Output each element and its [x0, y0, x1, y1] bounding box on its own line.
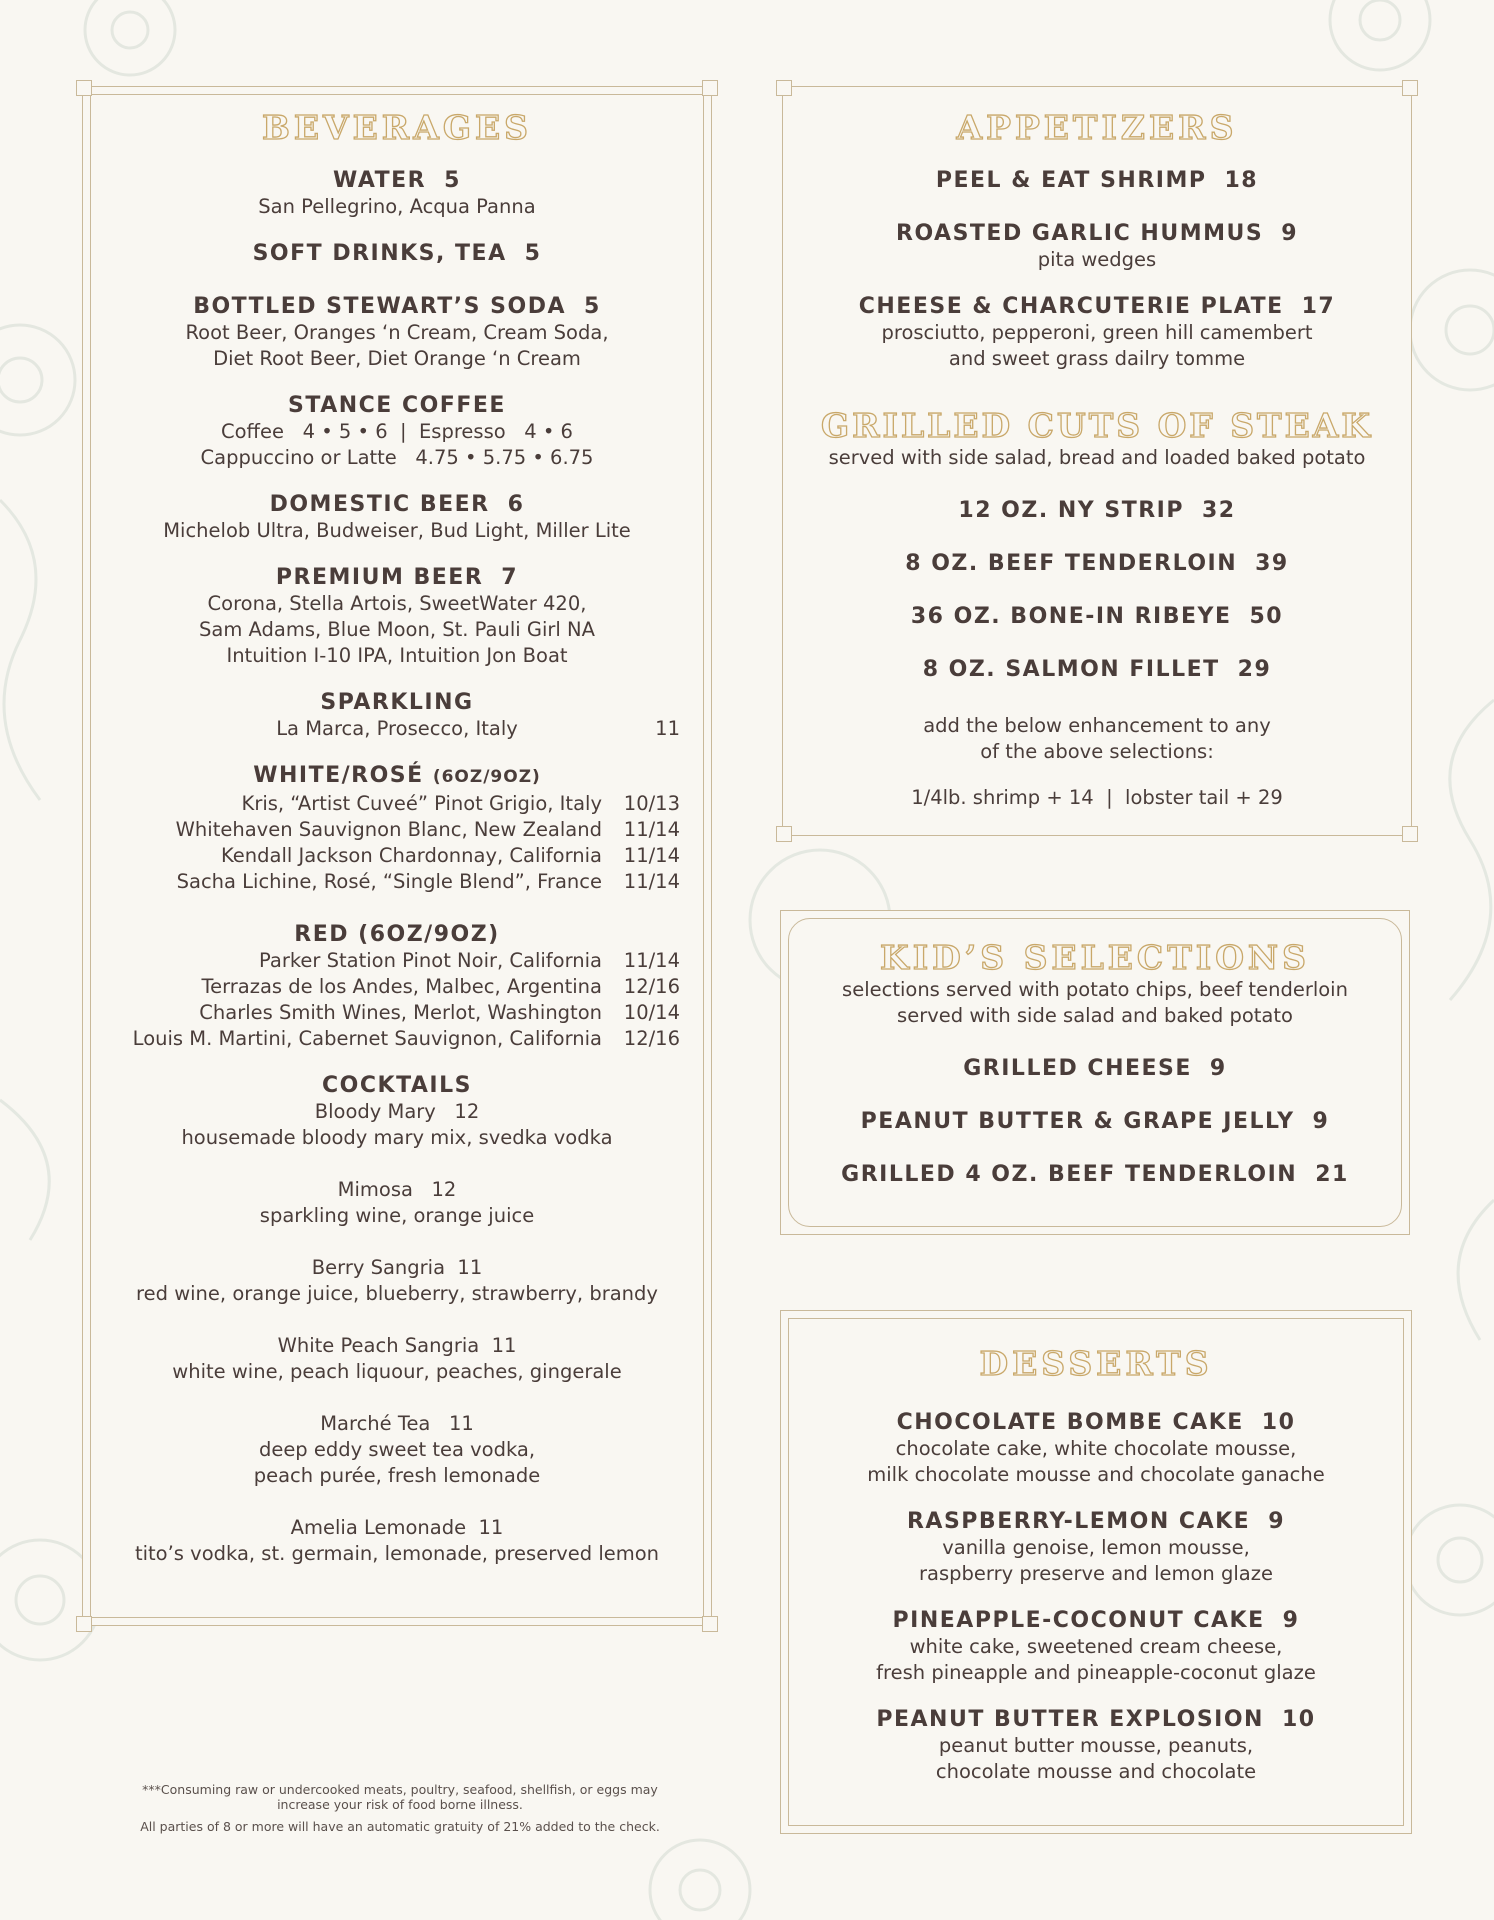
premium-beer-desc-1: Corona, Stella Artois, SweetWater 420, [207, 592, 587, 615]
wine-item: Louis M. Martini, Cabernet Sauvignon, California 12/16 [132, 1027, 680, 1050]
cocktails-heading: COCKTAILS [322, 1073, 472, 1098]
appetizer-heading: PEEL & EAT SHRIMP 18 [935, 168, 1259, 193]
kids-item: GRILLED CHEESE 9 [963, 1056, 1227, 1081]
coffee-line-2: Cappuccino or Latte 4.75 • 5.75 • 6.75 [200, 446, 594, 469]
desserts-panel [780, 1310, 1412, 1834]
wine-item: Kendall Jackson Chardonnay, California 11/14 [220, 844, 680, 867]
premium-beer-heading: PREMIUM BEER 7 [275, 565, 519, 590]
dessert-heading: CHOCOLATE BOMBE CAKE 10 [896, 1410, 1296, 1435]
dessert-desc: fresh pineapple and pineapple-coconut glaze [876, 1661, 1316, 1684]
gratuity-note: All parties of 8 or more will have an automatic gratuity of 21% added to the check. [140, 1819, 660, 1834]
appetizer-desc: and sweet grass dailry tomme [948, 347, 1246, 370]
dessert-desc: raspberry preserve and lemon glaze [919, 1562, 1273, 1585]
dessert-desc: chocolate mousse and chocolate [935, 1760, 1257, 1783]
cocktail-desc: red wine, orange juice, blueberry, strawberry, brandy [136, 1282, 658, 1305]
wine-item: Whitehaven Sauvignon Blanc, New Zealand 11/14 [175, 818, 680, 841]
cocktail-name: Mimosa 12 [337, 1178, 457, 1201]
domestic-beer-desc: Michelob Ultra, Budweiser, Bud Light, Miller Lite [163, 519, 631, 542]
dessert-heading: PEANUT BUTTER EXPLOSION 10 [876, 1707, 1316, 1732]
kids-title: KID’S SELECTIONS [880, 938, 1310, 977]
appetizers-title: APPETIZERS [956, 108, 1238, 147]
wine-item: Charles Smith Wines, Merlot, Washington 10/14 [199, 1001, 680, 1024]
wine-item: Parker Station Pinot Noir, California 11/14 [258, 949, 680, 972]
dessert-heading: RASPBERRY-LEMON CAKE 9 [906, 1509, 1285, 1534]
cocktail-name: White Peach Sangria 11 [277, 1334, 517, 1357]
cocktail-name: Berry Sangria 11 [311, 1256, 483, 1279]
cocktail-desc: housemade bloody mary mix, svedka vodka [181, 1126, 613, 1149]
cocktail-name: Marché Tea 11 [320, 1412, 474, 1435]
dessert-desc: white cake, sweetened cream cheese, [909, 1635, 1283, 1658]
raw-food-warning-2: increase your risk of food borne illness. [277, 1797, 523, 1812]
appetizer-heading: ROASTED GARLIC HUMMUS 9 [896, 221, 1298, 246]
wine-item: Kris, “Artist Cuveé” Pinot Grigio, Italy 10/13 [241, 792, 680, 815]
wine-item: Sacha Lichine, Rosé, “Single Blend”, France 11/14 [176, 870, 680, 893]
dessert-desc: milk chocolate mousse and chocolate ganache [867, 1463, 1325, 1486]
steak-addons: 1/4lb. shrimp + 14 | lobster tail + 29 [911, 786, 1283, 809]
dessert-desc: chocolate cake, white chocolate mousse, [895, 1437, 1297, 1460]
appetizers-steak-panel [782, 86, 1412, 836]
coffee-heading: STANCE COFFEE [288, 393, 506, 418]
steak-title: GRILLED CUTS OF STEAK [820, 406, 1374, 445]
cocktail-desc: deep eddy sweet tea vodka, [258, 1438, 536, 1461]
steak-heading: 12 OZ. NY STRIP 32 [958, 498, 1236, 523]
water-desc: San Pellegrino, Acqua Panna [258, 195, 536, 218]
raw-food-warning: ***Consuming raw or undercooked meats, poultry, seafood, shellfish, or eggs may [142, 1782, 658, 1797]
desserts-title: DESSERTS [979, 1344, 1213, 1383]
footer-notes [100, 1782, 700, 1834]
cocktail-desc: peach purée, fresh lemonade [253, 1464, 541, 1487]
kids-panel [780, 910, 1410, 1235]
appetizer-desc: pita wedges [1037, 248, 1157, 271]
domestic-beer-heading: DOMESTIC BEER 6 [269, 492, 525, 517]
premium-beer-desc-2: Sam Adams, Blue Moon, St. Pauli Girl NA [199, 618, 595, 641]
water-heading: WATER 5 [333, 168, 461, 193]
beverages-panel [82, 86, 712, 1626]
cocktail-name: Amelia Lemonade 11 [290, 1516, 504, 1539]
soft-drinks-heading: SOFT DRINKS, TEA 5 [252, 241, 542, 266]
soda-heading: BOTTLED STEWART’S SODA 5 [193, 294, 601, 319]
white-rose-heading: WHITE/ROSÉ (6OZ/9OZ) [253, 763, 541, 788]
steak-heading: 36 OZ. BONE-IN RIBEYE 50 [910, 604, 1284, 629]
dessert-heading: PINEAPPLE-COCONUT CAKE 9 [892, 1608, 1300, 1633]
wine-item: Terrazas de los Andes, Malbec, Argentina 12/16 [201, 975, 680, 998]
kids-subtitle: served with side salad and baked potato [897, 1004, 1293, 1027]
appetizer-heading: CHEESE & CHARCUTERIE PLATE 17 [858, 294, 1336, 319]
appetizer-desc: prosciutto, pepperoni, green hill camembert [881, 321, 1313, 344]
dessert-desc: peanut butter mousse, peanuts, [938, 1734, 1254, 1757]
red-heading: RED (6OZ/9OZ) [294, 922, 500, 947]
cocktail-name: Bloody Mary 12 [314, 1100, 480, 1123]
kids-item: PEANUT BUTTER & GRAPE JELLY 9 [860, 1109, 1330, 1134]
steak-note: of the above selections: [980, 740, 1214, 763]
soda-desc-2: Diet Root Beer, Diet Orange ‘n Cream [213, 347, 581, 370]
kids-item: GRILLED 4 OZ. BEEF TENDERLOIN 21 [841, 1162, 1349, 1187]
coffee-line-1: Coffee 4 • 5 • 6 | Espresso 4 • 6 [221, 420, 573, 443]
dessert-desc: vanilla genoise, lemon mousse, [942, 1536, 1250, 1559]
beverages-title: BEVERAGES [262, 108, 532, 147]
steak-heading: 8 OZ. SALMON FILLET 29 [922, 657, 1272, 682]
cocktail-desc: sparkling wine, orange juice [259, 1204, 535, 1227]
steak-note: add the below enhancement to any [923, 714, 1271, 737]
sparkling-heading: SPARKLING [320, 690, 474, 715]
kids-subtitle: selections served with potato chips, beef tenderloin [842, 978, 1348, 1001]
premium-beer-desc-3: Intuition I-10 IPA, Intuition Jon Boat [226, 644, 568, 667]
cocktail-desc: white wine, peach liquour, peaches, gingerale [172, 1360, 622, 1383]
cocktail-desc: tito’s vodka, st. germain, lemonade, preserved lemon [134, 1542, 660, 1565]
steak-subtitle: served with side salad, bread and loaded baked potato [828, 446, 1366, 469]
steak-heading: 8 OZ. BEEF TENDERLOIN 39 [905, 551, 1289, 576]
soda-desc-1: Root Beer, Oranges ‘n Cream, Cream Soda, [185, 321, 609, 344]
wine-item: La Marca, Prosecco, Italy 11 [276, 717, 680, 740]
